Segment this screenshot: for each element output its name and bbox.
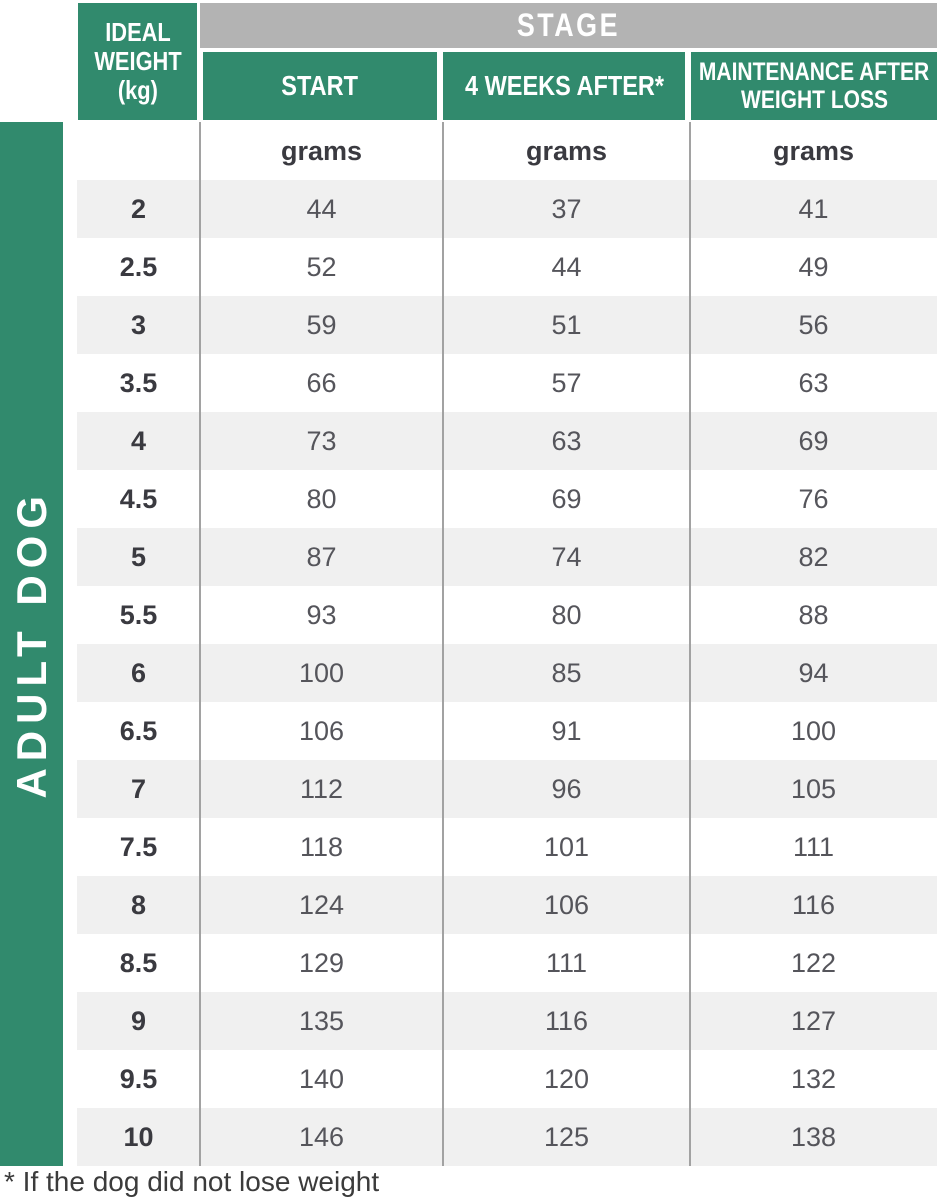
table-row	[77, 1050, 937, 1108]
maintenance-grams-value: 69	[798, 425, 829, 456]
units-grams-maintenance: grams	[772, 135, 855, 166]
maintenance-label-line1: MAINTENANCE AFTER	[698, 58, 930, 86]
maintenance-grams-value: 82	[798, 541, 829, 572]
four-weeks-grams-value: 69	[551, 483, 582, 514]
maintenance-grams-value: 88	[798, 599, 829, 630]
ideal-weight-value: 8.5	[119, 947, 158, 978]
ideal-weight-value: 10	[123, 1121, 154, 1152]
ideal-weight-value: 3.5	[119, 367, 158, 398]
ideal-weight-value: 2	[130, 193, 147, 224]
maintenance-grams-value: 122	[790, 947, 837, 978]
maintenance-grams-value: 100	[790, 715, 837, 746]
maintenance-grams-value: 63	[798, 367, 829, 398]
table-body	[77, 122, 937, 1166]
ideal-weight-value: 6.5	[119, 715, 158, 746]
adult-dog-side-strip	[0, 122, 63, 1166]
four-weeks-grams-value: 51	[551, 309, 582, 340]
four-weeks-grams-value: 44	[551, 251, 582, 282]
adult-dog-label: ADULT DOG	[7, 489, 55, 799]
start-label: START	[281, 70, 359, 101]
four-weeks-grams-value: 116	[544, 1005, 589, 1036]
start-grams-value: 146	[298, 1121, 345, 1152]
stage-label: STAGE	[516, 7, 621, 43]
table-row	[77, 992, 937, 1050]
start-column-header	[203, 52, 437, 120]
start-grams-value: 106	[298, 715, 345, 746]
start-grams-value: 80	[306, 483, 337, 514]
table-row	[77, 760, 937, 818]
table-row	[77, 412, 937, 470]
four-weeks-grams-value: 101	[543, 831, 590, 862]
four-weeks-after-label: 4 WEEKS AFTER*	[464, 70, 664, 101]
table-row	[77, 296, 937, 354]
ideal-weight-value: 7	[130, 773, 147, 804]
ideal-weight-value: 9	[130, 1005, 147, 1036]
ideal-weight-line1: IDEAL	[104, 17, 171, 47]
ideal-weight-value: 5.5	[119, 599, 158, 630]
ideal-weight-value: 7.5	[119, 831, 158, 862]
column-divider	[199, 122, 201, 1166]
start-grams-value: 87	[306, 541, 337, 572]
start-grams-value: 140	[298, 1063, 345, 1094]
ideal-weight-value: 8	[130, 889, 147, 920]
maintenance-grams-value: 56	[798, 309, 829, 340]
maintenance-column-header	[691, 52, 937, 120]
table-row	[77, 934, 937, 992]
start-grams-value: 93	[306, 599, 337, 630]
start-grams-value: 135	[298, 1005, 345, 1036]
table-row	[77, 586, 937, 644]
start-grams-value: 44	[306, 193, 337, 224]
footnote: * If the dog did not lose weight	[4, 1166, 380, 1197]
units-row	[77, 122, 937, 180]
table-row	[77, 1108, 937, 1166]
table-row	[77, 702, 937, 760]
units-grams-start: grams	[280, 135, 363, 166]
four-weeks-grams-value: 120	[543, 1063, 590, 1094]
start-grams-value: 112	[299, 773, 344, 804]
stage-header-band	[200, 3, 937, 48]
four-weeks-grams-value: 57	[551, 367, 582, 398]
start-grams-value: 59	[306, 309, 337, 340]
four-weeks-grams-value: 111	[545, 947, 588, 978]
four-weeks-grams-value: 125	[543, 1121, 590, 1152]
start-grams-value: 73	[306, 425, 337, 456]
maintenance-grams-value: 116	[791, 889, 836, 920]
maintenance-grams-value: 132	[790, 1063, 837, 1094]
table-row	[77, 818, 937, 876]
column-divider	[442, 122, 444, 1166]
column-divider	[689, 122, 691, 1166]
ideal-weight-value: 6	[130, 657, 147, 688]
maintenance-grams-value: 138	[790, 1121, 837, 1152]
four-weeks-grams-value: 91	[551, 715, 582, 746]
four-weeks-grams-value: 96	[551, 773, 582, 804]
maintenance-grams-value: 111	[792, 831, 835, 862]
ideal-weight-value: 3	[130, 309, 147, 340]
four-weeks-grams-value: 63	[551, 425, 582, 456]
four-weeks-grams-value: 74	[551, 541, 582, 572]
ideal-weight-header	[78, 3, 197, 120]
ideal-weight-line3: (kg)	[117, 75, 158, 105]
ideal-weight-value: 9.5	[119, 1063, 158, 1094]
table-row	[77, 354, 937, 412]
ideal-weight-value: 4	[130, 425, 147, 456]
start-grams-value: 66	[306, 367, 337, 398]
table-row	[77, 470, 937, 528]
start-grams-value: 100	[298, 657, 345, 688]
maintenance-grams-value: 94	[798, 657, 829, 688]
four-weeks-after-column-header	[443, 52, 685, 120]
start-grams-value: 129	[298, 947, 345, 978]
start-grams-value: 118	[299, 831, 344, 862]
maintenance-grams-value: 105	[790, 773, 837, 804]
maintenance-label-line2: WEIGHT LOSS	[740, 86, 888, 114]
maintenance-grams-value: 127	[790, 1005, 837, 1036]
four-weeks-grams-value: 106	[543, 889, 590, 920]
maintenance-grams-value: 49	[798, 251, 829, 282]
maintenance-grams-value: 41	[798, 193, 829, 224]
ideal-weight-value: 5	[130, 541, 147, 572]
ideal-weight-line2: WEIGHT	[93, 46, 182, 76]
four-weeks-grams-value: 85	[551, 657, 582, 688]
table-row	[77, 238, 937, 296]
maintenance-grams-value: 76	[798, 483, 829, 514]
table-row	[77, 528, 937, 586]
units-grams-weeks: grams	[525, 135, 608, 166]
four-weeks-grams-value: 37	[551, 193, 582, 224]
start-grams-value: 124	[298, 889, 345, 920]
four-weeks-grams-value: 80	[551, 599, 582, 630]
table-row	[77, 180, 937, 238]
ideal-weight-value: 4.5	[119, 483, 158, 514]
table-row	[77, 644, 937, 702]
ideal-weight-value: 2.5	[119, 251, 158, 282]
table-row	[77, 876, 937, 934]
start-grams-value: 52	[306, 251, 337, 282]
